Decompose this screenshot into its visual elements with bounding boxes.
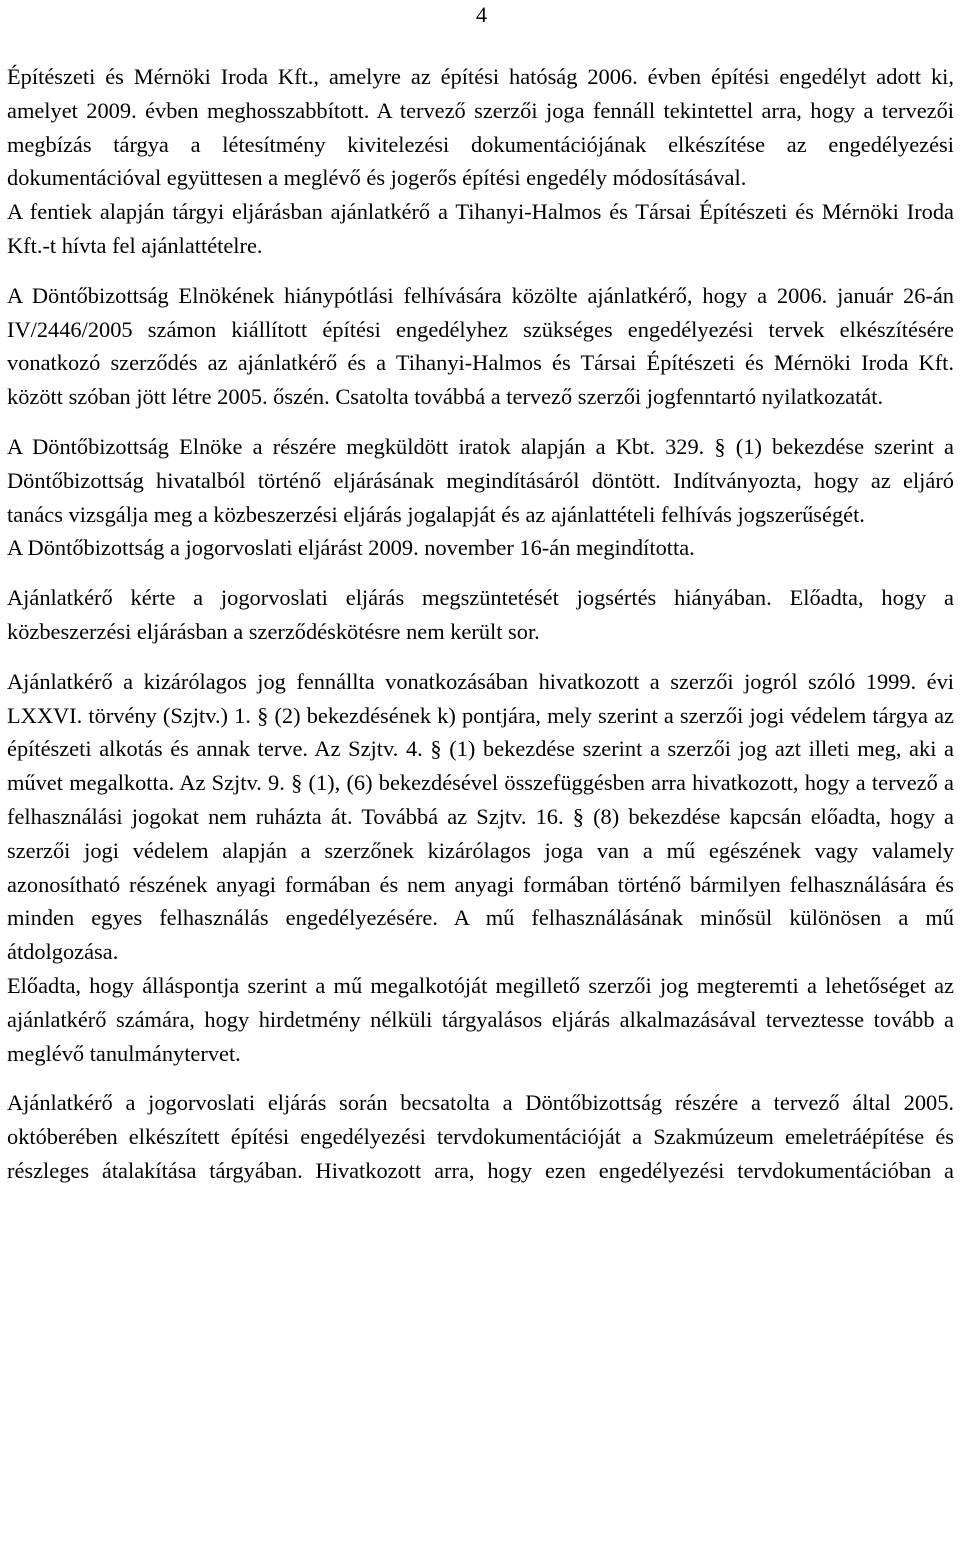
paragraph: Ajánlatkérő kérte a jogorvoslati eljárás megszüntetését jogsértés hiányában. Előadta, hogy a közbeszerzési eljárásban a szerződéskötésre nem került sor. [7, 585, 954, 644]
paragraph: Építészeti és Mérnöki Iroda Kft., amelyre az építési hatóság 2006. évben építési engedélyt adott ki, amelyet 2009. évben meghosszabbított. A tervező szerzői joga fennáll tekintettel arra, hogy a tervezői megbízás tárgya a létesítmény kivitelezési dokumentációjának elkészítése az engedélyezési dokumentációval együttesen a meglévő és jogerős építési engedély módosításával. [7, 64, 954, 191]
paragraph: A fentiek alapján tárgyi eljárásban ajánlatkérő a Tihanyi-Halmos és Társai Építészeti és Mérnöki Iroda Kft.-t hívta fel ajánlattételre. [7, 199, 954, 258]
page-number: 4 [476, 2, 487, 27]
paragraph: A Döntőbizottság a jogorvoslati eljárást 2009. november 16-án megindította. [7, 535, 695, 561]
paragraph: Ajánlatkérő a kizárólagos jog fennállta vonatkozásában hivatkozott a szerzői jogról szóló 1999. évi LXXVI. törvény (Szjtv.) 1. § (2) bekezdésének k) pontjára, mely szerint a szerzői jogi védelem tárgya az építészeti alkotás és annak terve. Az Szjtv. 4. § (1) bekezdése szerint a szerzői jog azt illeti meg, aki a művet megalkotta. Az Szjtv. 9. § (1), (6) bekezdésével összefüggésben arra hivatkozott, hogy a tervező a felhasználási jogokat nem ruházta át. Továbbá az Szjtv. 16. § (8) bekezdése kapcsán előadta, hogy a szerzői jogi védelem alapján a szerzőnek kizárólagos joga van a mű egészének vagy valamely azonosítható részének anyagi formában és nem anyagi formában történő bármilyen felhasználására és minden egyes felhasználás engedélyezésére. A mű felhasználásának minősül különösen a mű átdolgozása. [7, 668, 954, 965]
paragraph: A Döntőbizottság Elnöke a részére megküldött iratok alapján a Kbt. 329. § (1) bekezdése szerint a Döntőbizottság hivatalból történő eljárásának megindításáról döntött. Indítványozta, hogy az eljáró tanács vizsgálja meg a közbeszerzési eljárás jogalapját és az ajánlattételi felhívás jogszerűségét. [7, 433, 954, 527]
paragraph: Előadta, hogy álláspontja szerint a mű megalkotóját megillető szerzői jog megteremti a lehetőséget az ajánlatkérő számára, hogy hirdetmény nélküli tárgyalásos eljárás alkalmazásával terveztesse tovább a meglévő tanulmánytervet. [7, 972, 954, 1066]
paragraph: A Döntőbizottság Elnökének hiánypótlási felhívására közölte ajánlatkérő, hogy a 2006. január 26-án IV/2446/2005 számon kiállított építési engedélyhez szükséges engedélyezési tervek elkészítésére vonatkozó szerződés az ajánlatkérő és a Tihanyi-Halmos és Társai Építészeti és Mérnöki Iroda Kft. között szóban jött létre 2005. őszén. Csatolta továbbá a tervező szerzői jogfenntartó nyilatkozatát. [7, 282, 954, 410]
paragraph-last: Ajánlatkérő a jogorvoslati eljárás során becsatolta a Döntőbizottság részére a tervező által 2005. októberében elkészített építési engedélyezési tervdokumentációját a Szakmúzeum emeletráépítése és részleges átalakítása tárgyában. Hivatkozott arra, hogy ezen engedélyezési tervdokumentációban a [7, 1090, 954, 1183]
document-body [7, 60, 954, 1188]
